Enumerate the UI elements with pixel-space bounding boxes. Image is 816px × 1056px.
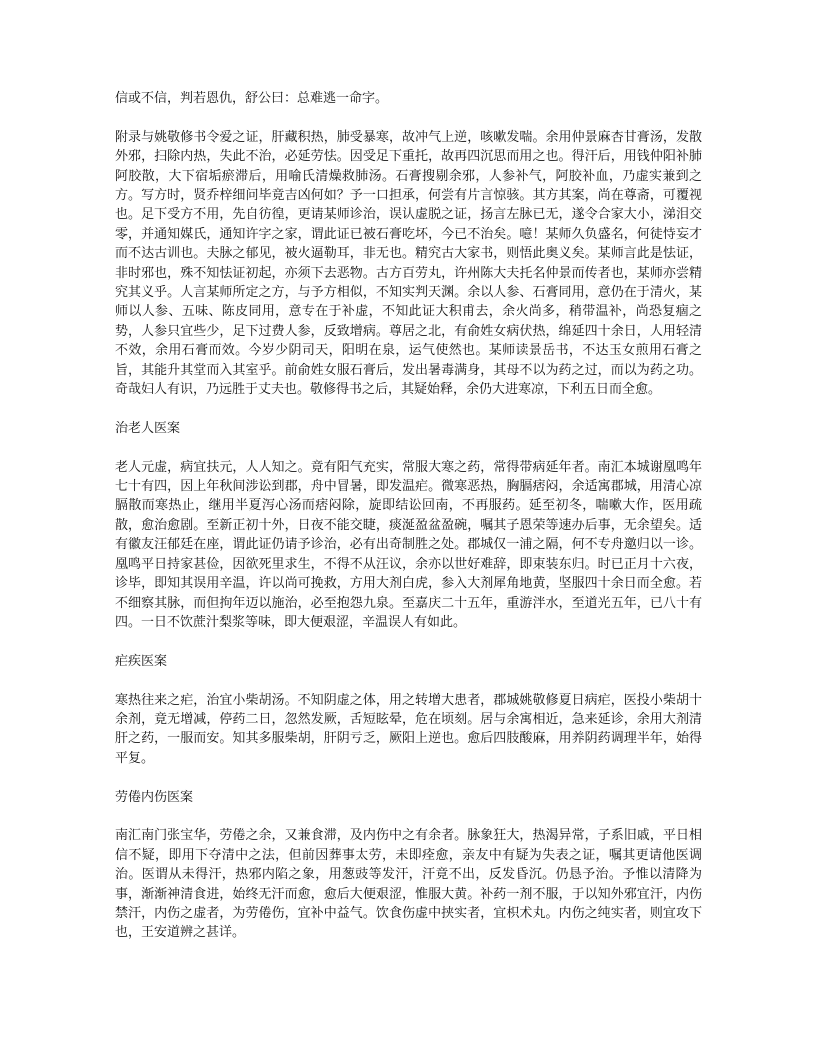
section-heading-elderly-cases: 治老人医案 [115, 419, 181, 435]
paragraph-overwork-internal-injury-cases: 南汇南门张宝华，劳倦之余，又兼食滞，及内伤中之有余者。脉象狂大，热渴异常，子系旧戚，平日相信不疑，即用下夺清中之法，但前因葬事太劳，未即痊愈，亲友中有疑为失表之证，嘱其更请他医调治。医谓从未得汗，热邪内陷之象，用葱豉等发汗，汗竟不出，反发昏沉。仍恳予治。予惟以清降为事，渐渐神清食进，始终无汗而愈，愈后大便艰涩，惟服大黄。补药一剂不服，于以知外邪宜汗，内伤禁汗，内伤之虚者，为劳倦伤，宜补中益气。饮食伤虚中挟实者，宜枳术丸。内伤之纯实者，则宜攻下也，王安道辨之甚详。 [115, 827, 702, 940]
section-heading-overwork-internal-injury-cases: 劳倦内伤医案 [115, 788, 194, 804]
section-heading-malaria-cases: 疟疾医案 [115, 652, 168, 668]
letter-to-yao-jingxiu-paragraph: 附录与姚敬修书令爱之证，肝藏积热，肺受暴寒，故冲气上逆，咳嗽发喘。余用仲景麻杏甘膏汤，发散外邪，扫除内热，失此不治，必延劳怯。因受足下重托，故再四沉思而用之也。得汗后，用钱仲阳补肺阿胶散，大下宿垢瘀滞后，用喻氏清燥救肺汤。石膏搜剔余邪，人参补气，阿胶补血，乃虚实兼到之方。写方时，贤乔梓细问毕竟吉凶何如？予一口担承，何尝有片言惊骇。其方其案，尚在尊斋，可覆视也。足下受方不用，先自彷徨，更请某师诊治，误认虚脱之证，扬言左脉已无，遂令合家大小，涕泪交零，并通知媒氏，通知许字之家，谓此证已被石膏吃坏，今已不治矣。噫！某师久负盛名，何徒恃妄才而不达古训也。夫脉之郁见，被火逼勒耳，非无也。精究古大家书，则悟此奥义矣。某师言此是怯证，非时邪也，殊不知怯证初起，亦须下去恶物。古方百劳丸，许州陈大夫托名仲景而传者也，某师亦尝精究其义乎。人言某师所定之方，与予方相似，不知实判天渊。余以人参、石膏同用，意仍在于清火，某师以人参、五味、陈皮同用，意专在于补虚，不知此证大积甫去，余火尚多，稍带温补，尚恐复痼之势，人参只宜些少，足下过费人参，反致增病。尊居之北，有俞姓女病伏热，绵延四十余日，人用轻清不效，余用石膏而效。今岁少阴司天，阳明在泉，运气使然也。某师读景岳书，不达玉女煎用石膏之旨，其能升其堂而入其室乎。前俞姓女服石膏后，发出暑毒满身，其母不以为药之过，而以为药之功。奇哉妇人有识，乃远胜于丈夫也。敬修得书之后，其疑始释，余仍大进寒凉，下利五日而全愈。 [115, 128, 702, 397]
paragraph-malaria-cases: 寒热往来之疟，治宜小柴胡汤。不知阴虚之体，用之转增大患者，郡城姚敬修夏日病疟，医投小柴胡十余剂，竟无增减，停药二日，忽然发厥，舌短眩晕，危在顷刻。居与余寓相近，急来延诊，余用大剂清肝之药，一服而安。知其多服柴胡，肝阴亏乏，厥阳上逆也。愈后四肢酸麻，用养阴药调理半年，始得平复。 [115, 691, 702, 765]
opening-line: 信或不信，判若恩仇，舒公曰：总难逃一命字。 [115, 90, 389, 105]
paragraph-elderly-cases: 老人元虚，病宜扶元，人人知之。竟有阳气充实，常服大寒之药，常得带病延年者。南汇本城谢凰鸣年七十有四，因上年秋间涉讼到郡，舟中冒暑，即发温疟。微寒恶热，胸膈痞闷，余适寓郡城，用清心凉膈散而寒热止，继用半夏泻心汤而痞闷除，旋即结讼回南，不再服药。延至初冬，喘嗽大作，医用疏散，愈治愈剧。至新正初十外，日夜不能交睫，痰涎盈盆盈碗，嘱其子恩荣等速办后事，无余望矣。适有徽友汪郁廷在座，谓此证仍请予诊治，必有出奇制胜之处。郡城仅一浦之隔，何不专舟邀归以一诊。凰鸣平日持家甚俭，因欲死里求生，不得不从汪议，余亦以世好难辞，即束装东归。时已正月十六夜，诊毕，即知其误用辛温，许以尚可挽救，方用大剂白虎，参入大剂犀角地黄，坚服四十余日而全愈。若不细察其脉，而但拘年迈以施治，必至抱怨九泉。至嘉庆二十五年，重游泮水，至道光五年，已八十有四。一日不饮蔗汁梨浆等味，即大便艰涩，辛温误人有如此。 [115, 458, 702, 629]
